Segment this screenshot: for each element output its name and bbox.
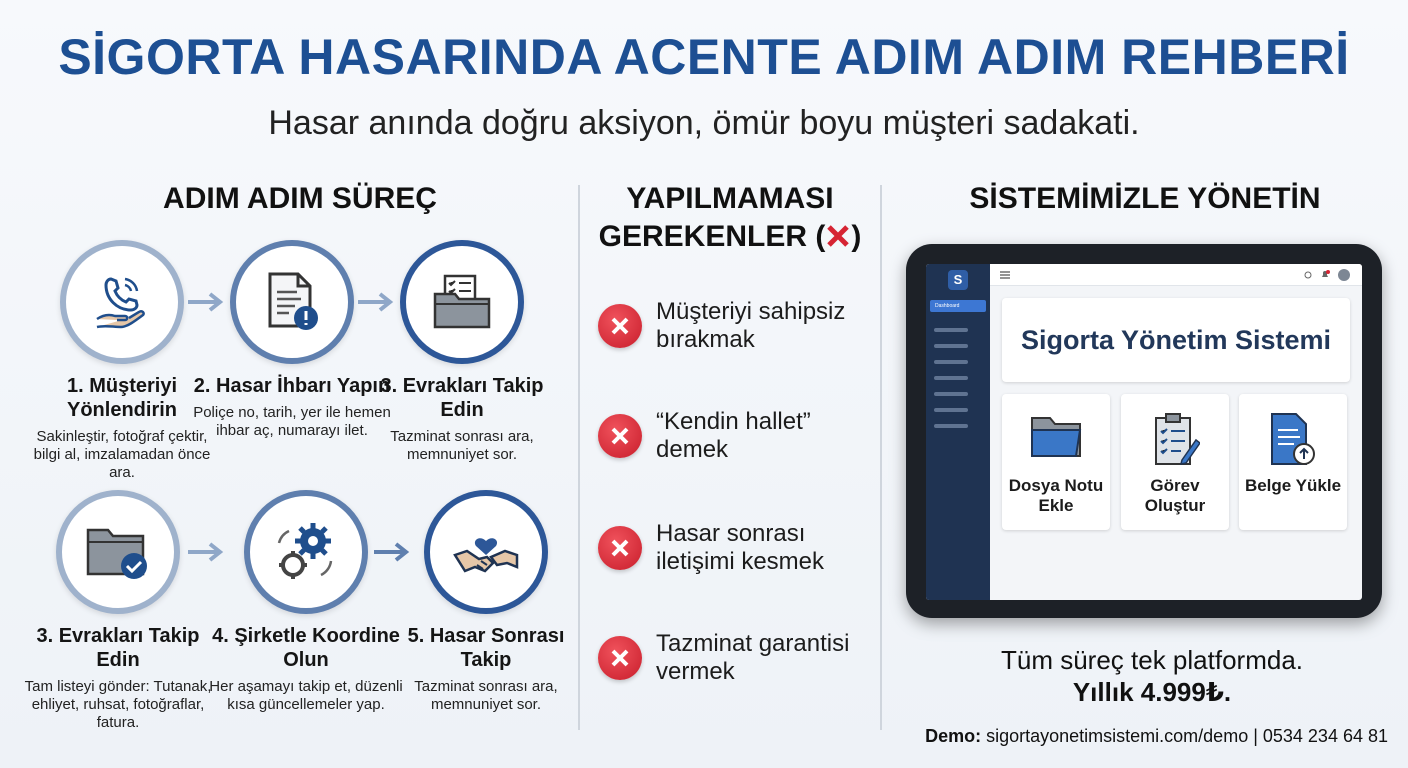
step-5-title: 4. Şirketle Koordine Olun (212, 625, 400, 671)
document-alert-icon (262, 270, 322, 334)
dont-item (598, 520, 866, 576)
price-line: Yıllık 4.999₺. (1072, 677, 1232, 707)
dont-text: “Kendin hallet” demek (656, 408, 811, 463)
bell-icon[interactable] (1320, 270, 1330, 280)
demo-link[interactable]: sigortayonetimsistemi.com/demo | 0534 234 64 81 (986, 726, 1388, 746)
step-3-desc: Tazminat sonrası ara, memnuniyet sor. (390, 428, 534, 463)
dont-item (598, 630, 866, 686)
tile-create-task-label: Görev Oluştur (1144, 476, 1206, 515)
sidebar-item[interactable] (934, 376, 968, 380)
x-circle-icon (598, 414, 642, 458)
app-sidebar (926, 264, 990, 600)
donts-heading (580, 180, 880, 256)
tile-upload-doc-label: Belge Yükle (1244, 476, 1342, 495)
step-2-desc: Poliçe no, tarih, yer ile hemen ihbar aç, numarayı ilet. (193, 404, 391, 439)
process-step-3 (362, 240, 562, 464)
step-1-ring (60, 240, 184, 364)
tile-add-note-label: Dosya Notu Ekle (1008, 476, 1104, 515)
process-heading: ADIM ADIM SÜREÇ (163, 182, 437, 215)
divider-right (880, 185, 882, 730)
step-3-title: 3. Evrakları Takip Edin (380, 375, 544, 421)
sidebar-item[interactable] (934, 424, 968, 428)
avatar[interactable] (1338, 269, 1350, 281)
refresh-icon[interactable] (1304, 271, 1312, 279)
process-step-6 (386, 490, 586, 714)
app-title: Sigorta Yönetim Sistemi (1020, 324, 1332, 355)
gears-icon (271, 519, 341, 585)
folder-icon (1002, 412, 1110, 468)
demo-label: Demo: (925, 726, 982, 746)
step-4-desc: Tam listeyi gönder: Tutanak, ehliyet, ruhsat, fotoğraflar, fatura. (24, 678, 212, 731)
cta-block (920, 644, 1384, 708)
x-circle-icon (598, 526, 642, 570)
step-2-title: 2. Hasar İhbarı Yapın (193, 375, 391, 397)
dont-item (598, 408, 866, 464)
app-logo: S (948, 270, 968, 290)
process-step-5 (206, 490, 406, 714)
folder-check-icon (84, 522, 152, 582)
folder-checklist-icon (431, 272, 493, 332)
phone-hand-icon (91, 271, 153, 333)
tablet-mockup (906, 244, 1382, 618)
x-circle-icon (598, 304, 642, 348)
page-subtitle: Hasar anında doğru aksiyon, ömür boyu müşteri sadakati. (268, 104, 1140, 142)
app-title-card (1002, 298, 1350, 382)
app-topbar (990, 264, 1362, 286)
step-6-title: 5. Hasar Sonrası Takip (407, 625, 565, 671)
sidebar-item[interactable] (934, 392, 968, 396)
donts-heading-line1: YAPILMAMASI (626, 182, 834, 215)
dont-text: Tazminat garantisi vermek (656, 630, 850, 685)
step-4-ring (56, 490, 180, 614)
tile-add-note[interactable] (1002, 394, 1110, 530)
page-title: SİGORTA HASARINDA ACENTE ADIM ADIM REHBERİ (58, 29, 1350, 85)
red-x-icon (825, 223, 851, 249)
menu-icon[interactable] (1000, 271, 1010, 279)
system-heading: SİSTEMİMİZLE YÖNETİN (969, 182, 1321, 215)
cta-line: Tüm süreç tek platformda. (1001, 645, 1303, 675)
step-4-title: 3. Evrakları Takip Edin (36, 625, 200, 671)
process-step-4 (18, 490, 218, 732)
sidebar-item[interactable] (934, 328, 968, 332)
step-5-desc: Her aşamayı takip et, düzenli kısa güncellemeler yap. (209, 678, 403, 713)
donts-heading-text: GEREKENLER ( (598, 220, 826, 253)
demo-footer (925, 726, 1388, 747)
x-circle-icon (598, 636, 642, 680)
step-2-ring (230, 240, 354, 364)
dont-text: Hasar sonrası iletişimi kesmek (656, 520, 825, 575)
step-6-desc: Tazminat sonrası ara, memnuniyet sor. (414, 678, 558, 713)
tile-create-task[interactable] (1121, 394, 1229, 530)
step-6-ring (424, 490, 548, 614)
sidebar-item[interactable] (934, 360, 968, 364)
handshake-heart-icon (451, 521, 521, 583)
clipboard-icon (1121, 412, 1229, 468)
step-1-desc: Sakinleştir, fotoğraf çektir, bilgi al, imzalamadan önce ara. (33, 428, 211, 481)
step-1-title: 1. Müşteriyi Yönlendirin (66, 375, 178, 421)
sidebar-item-dashboard[interactable]: Dashboard (930, 300, 986, 312)
donts-heading-close: ) (851, 220, 862, 253)
dont-item (598, 298, 866, 354)
document-upload-icon (1239, 412, 1347, 468)
tablet-screen (926, 264, 1362, 600)
step-3-ring (400, 240, 524, 364)
sidebar-item[interactable] (934, 344, 968, 348)
dont-text: Müşteriyi sahipsiz bırakmak (656, 298, 846, 353)
step-5-ring (244, 490, 368, 614)
tile-upload-doc[interactable] (1239, 394, 1347, 530)
donts-heading-line2 (580, 218, 880, 256)
sidebar-item[interactable] (934, 408, 968, 412)
